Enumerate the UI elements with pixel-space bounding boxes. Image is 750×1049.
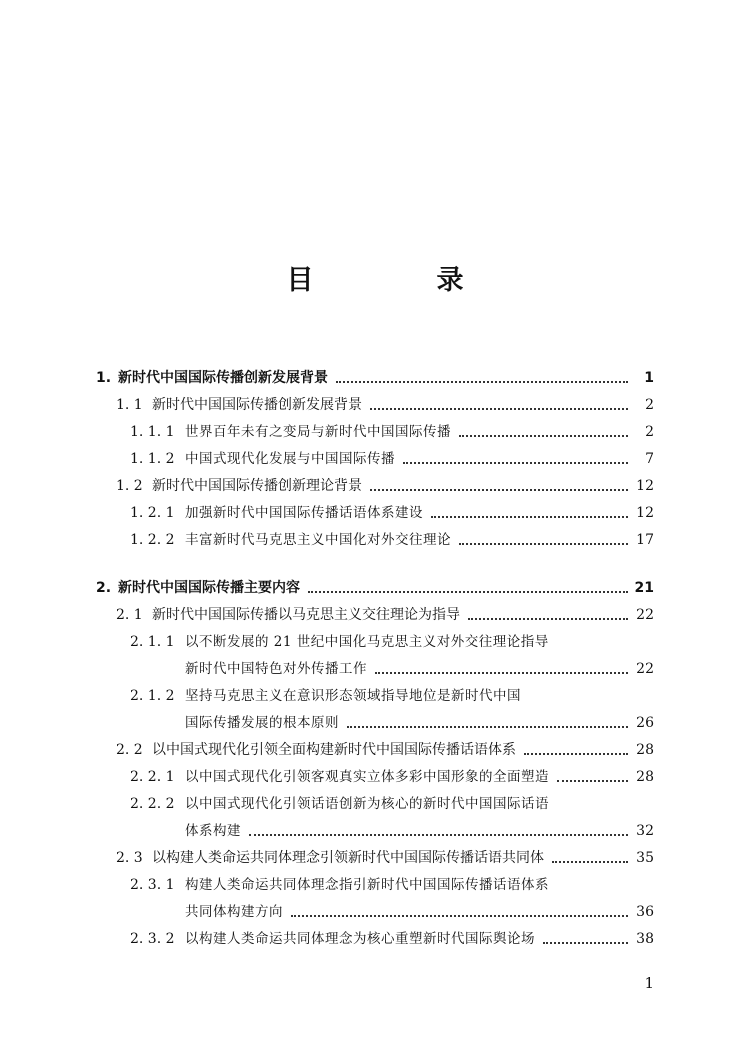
toc-entry[interactable] (0, 389, 750, 415)
toc-entry[interactable] (0, 416, 750, 442)
toc-leader-dots (403, 462, 628, 464)
toc-entry-number: 1. 1. 1 (130, 424, 175, 440)
toc-leader-dots (543, 942, 628, 944)
toc-entry-title: 新时代中国国际传播主要内容 (118, 580, 300, 596)
toc-entry[interactable] (0, 734, 750, 760)
toc-leader-dots (459, 543, 628, 545)
toc-entry-page: 28 (636, 769, 654, 785)
toc-entry[interactable] (0, 842, 750, 868)
toc-entry-title: 新时代中国国际传播创新理论背景 (152, 478, 362, 494)
toc-leader-dots (370, 408, 628, 410)
toc-entry-title: 以不断发展的 21 世纪中国化马克思主义对外交往理论指导 (185, 634, 549, 650)
toc-entry-title: 以构建人类命运共同体理念为核心重塑新时代国际舆论场 (185, 931, 535, 947)
toc-entry[interactable] (0, 653, 750, 679)
toc-entry-number: 1. 1 (116, 397, 143, 413)
toc-entry-title: 以中国式现代化引领客观真实立体多彩中国形象的全面塑造 (185, 769, 549, 785)
toc-entry-page: 36 (636, 904, 654, 920)
toc-leader-dots (375, 672, 628, 674)
toc-entry-number: 1. 2. 1 (130, 505, 175, 521)
toc-entry-number: 2. 1 (116, 607, 143, 623)
toc-entry-page: 22 (636, 607, 654, 623)
toc-leader-dots (468, 618, 628, 620)
toc-leader-dots (370, 489, 628, 491)
toc-entry[interactable] (0, 788, 750, 814)
toc-entry-page: 22 (636, 661, 654, 677)
toc-entry[interactable] (0, 443, 750, 469)
toc-entry-title: 加强新时代中国国际传播话语体系建设 (185, 505, 423, 521)
toc-entry-number: 1. 2 (116, 478, 143, 494)
toc-entry[interactable] (0, 761, 750, 787)
toc-entry-page: 38 (636, 931, 654, 947)
footer-page-number: 1 (644, 974, 654, 992)
toc-entry-number: 2. 2. 1 (130, 769, 175, 785)
toc-entry-title: 丰富新时代马克思主义中国化对外交往理论 (185, 532, 451, 548)
toc-entry[interactable] (0, 869, 750, 895)
toc-entry[interactable] (0, 572, 750, 598)
toc-entry-number: 1. 2. 2 (130, 532, 175, 548)
toc-entry-title: 国际传播发展的根本原则 (185, 715, 339, 731)
toc-entry-page: 12 (636, 478, 654, 494)
toc-entry-title: 构建人类命运共同体理念指引新时代中国国际传播话语体系 (185, 877, 549, 893)
toc-entry-page: 21 (634, 580, 654, 596)
toc-entry-page: 2 (645, 397, 654, 413)
toc-entry-number: 2. 3 (116, 850, 143, 866)
toc-entry-title: 新时代中国特色对外传播工作 (185, 661, 367, 677)
toc-entry-title: 共同体构建方向 (185, 904, 283, 920)
toc-entry-title: 世界百年未有之变局与新时代中国国际传播 (185, 424, 451, 440)
toc-entry[interactable] (0, 497, 750, 523)
toc-leader-dots (524, 753, 628, 755)
toc-entry-title: 新时代中国国际传播以马克思主义交往理论为指导 (152, 607, 460, 623)
toc-leader-dots (557, 780, 628, 782)
toc-entry[interactable] (0, 923, 750, 949)
toc-entry-number: 2. 3. 2 (130, 931, 175, 947)
toc-entry-title: 以构建人类命运共同体理念引领新时代中国国际传播话语共同体 (152, 850, 544, 866)
toc-leader-dots (347, 726, 628, 728)
toc-entry-title: 以中国式现代化引领全面构建新时代中国国际传播话语体系 (152, 742, 516, 758)
toc-entry-number: 2. 1. 1 (130, 634, 175, 650)
toc-leader-dots (308, 591, 628, 593)
toc-entry[interactable] (0, 362, 750, 388)
toc-leader-dots (552, 861, 628, 863)
toc-leader-dots (431, 516, 628, 518)
toc-entry-title: 以中国式现代化引领话语创新为核心的新时代中国国际话语 (185, 796, 549, 812)
toc-entry-page: 7 (645, 451, 654, 467)
toc-entry[interactable] (0, 680, 750, 706)
toc-entry[interactable] (0, 599, 750, 625)
toc-entry-title: 中国式现代化发展与中国国际传播 (185, 451, 395, 467)
toc-entry-number: 2. 1. 2 (130, 688, 175, 704)
toc-leader-dots (291, 915, 628, 917)
toc-leader-dots (459, 435, 628, 437)
toc-entry-number: 2. 2. 2 (130, 796, 175, 812)
toc-entry-page: 17 (636, 532, 654, 548)
toc-entry-number: 2. 3. 1 (130, 877, 175, 893)
toc-entry[interactable] (0, 524, 750, 550)
toc-leader-dots (336, 381, 628, 383)
toc-entry-number: 1. (96, 370, 112, 386)
toc-entry-title: 新时代中国国际传播创新发展背景 (118, 370, 328, 386)
toc-entry-title: 新时代中国国际传播创新发展背景 (152, 397, 362, 413)
toc-entry-title: 体系构建 (185, 823, 241, 839)
toc-entry[interactable] (0, 626, 750, 652)
toc-entry-page: 2 (645, 424, 654, 440)
toc-entry-page: 35 (636, 850, 654, 866)
page-title: 目 录 (286, 265, 512, 296)
toc-entry-page: 1 (644, 370, 654, 386)
toc-entry[interactable] (0, 815, 750, 841)
toc-leader-dots (249, 834, 628, 836)
toc-entry-page: 28 (636, 742, 654, 758)
toc-entry-page: 32 (636, 823, 654, 839)
toc-entry-number: 1. 1. 2 (130, 451, 175, 467)
toc-entry-number: 2. 2 (116, 742, 143, 758)
toc-entry-number: 2. (96, 580, 112, 596)
toc-entry[interactable] (0, 470, 750, 496)
toc-entry-title: 坚持马克思主义在意识形态领域指导地位是新时代中国 (185, 688, 521, 704)
toc-entry[interactable] (0, 896, 750, 922)
toc-entry-page: 12 (636, 505, 654, 521)
toc-entry[interactable] (0, 707, 750, 733)
toc-entry-page: 26 (636, 715, 654, 731)
